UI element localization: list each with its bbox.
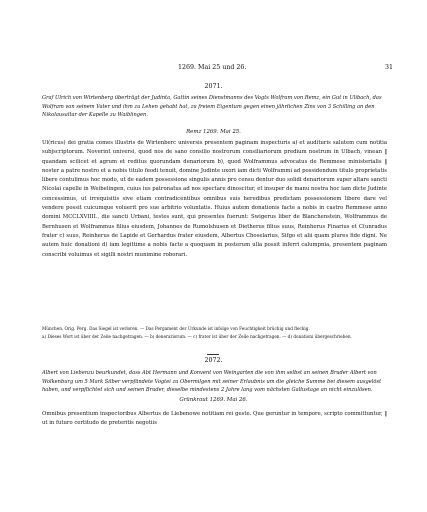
charter-dateline-2071: Remz 1269. Mai 25. [186,129,241,135]
charter-paragraph: Omnibus presentium inspectoribus Albertus de Liebenowe notitiam rei geste. Que geruntur in tempore, scripto committuntur, ‖ ut in futuro certitudo de preteritis negotiis [42,411,387,427]
charter-summary-2071: Graf Ulrich von Wirtenberg überträgt der Judinta, Gattin seines Dienstmanns des Vogts Wolfram von Remz, ein Gut in Ulibach, das Wolfram von seinem Vater und ihm zu Lehen gehabt hat, zu freiem Eigentum gegen einen jährlichen Zins von 3 Schilling an den Nikolausaltar der Kapelle zu Waiblingen. [42,95,382,119]
page-number: 31 [385,64,394,71]
charter-notes-2071 [42,326,387,340]
charter-summary-2072: Albert von Liebenzu beurkundet, dass Abt Hermann und Konvent von Weingarten die von ihm selbst an seinen Bruder Albert von Wolkenburg um 5 Mark Silber verpfändete Vogtei zu Obermilgen mit seiner Erlaubnis um die gleiche Summe bei diesem ausgelöst haben, und verpflichtet sich und seinen Bruder, dieselbe mindestens 2 Jahre lang vom nächsten Gallustage an nicht einzulösen. [42,370,382,394]
charter-text-2072 [42,410,387,440]
separator-rule [207,354,219,355]
charter-number-2071: 2071. [204,83,223,90]
charter-number-2072: 2072. [204,357,223,364]
apparatus-note: a) Dieses Wort ist über der Zeile nachgetragen. — b) denerariorum. — c) frater ist über der Zeile nachgetragen. — d) donationi übergeschrieben. [42,333,352,339]
running-head-date: 1269. Mai 25 und 26. [178,64,247,71]
charter-dateline-2072: Grünkraut 1269. Mai 26. [179,397,248,403]
charter-text-2071 [42,139,387,321]
charter-paragraph: Ul(ricus) dei gratia comes illustris de Wirtenberc universis presentem paginam inspecturis a) et audituris salutem cum notitia subjscriptorum. Noverint universi, quod nos de sano consilio nostrorum consiliariorum predium nostrum in Ulbach, vinean ‖ quandam scilicet et agrum et reditus quorundam denariorum b), quod Wolframmus advocatus de Remmese ministerialis ‖ noster a patre nostro et a nobis titulo feodi tenuit, domine Judinte uxori iam dicti Wolframmi ad possidendum titulo proprietatis libere contulimus hoc modo, ut de eadem possessione singulis annis pro censu dentur duo solidi denariorum super altare sancti Nicolai capelle in Weibelingen, cuius ius patronatus ad nos spectare dinoscitur, et insuper de manu nostra hoc iam dicte Judinte concessimus, ut irrequisitis sive etiam contradicentibus omnibus suis heredibus predictam possessionem libere dare vel vendere possit cuicumque voluerit pro sue arbitrio voluntatis. Huius autem donationis facte a nobis in castro Remmese anno domini MCCLXVIIII., die sancti Urbani, testes sunt, qui presentes fuerunt: Swigerus liber de Blanchenstein, Wolframmus de Bernhusen et Wolframmus filius eiusdem, Johannes de Rumolshusen et Dietherus filius suus, Reinherus Finarius et C(unradus frater c) suus, Reinherus de Lapide et Gerhardus frater eiusdem, Albertus Choselarius, Sifgo et alii quam plures fide digni. Ne autem huic donationi d) iam legittime a nobis facte a quoquam in posterum ulla possit inferri calumpnia, presentem paginam conscribi voluimus et sigilli nostri munimine roborari. [42,140,387,258]
source-note: München. Orig. Perg. Das Siegel ist verloren. — Das Pergament der Urkunde ist infolge von Feuchtigkeit brüchig und fleckig. [42,326,310,331]
